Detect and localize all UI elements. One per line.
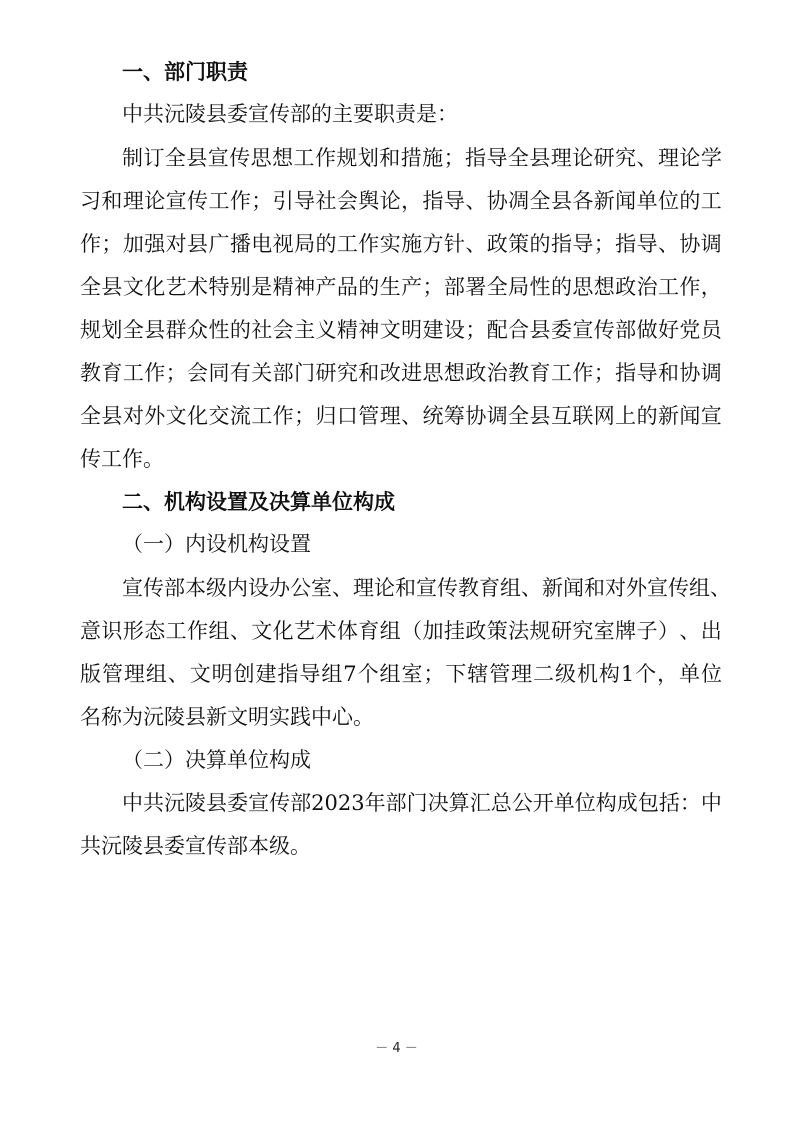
paragraph-line: 全 县 文 化 艺 术 特 别 是 精 神 产 品 的 生 产 ； 部 署 全 局 性 的 思 想 政 治 工 作 ，	[80, 275, 722, 299]
paragraph-line: 传工作。	[80, 447, 164, 471]
paragraph-line: 作 ； 加 强 对 县 广 播 电 视 局 的 工 作 实 施 方 针 、 政 策 的 指 导 ； 指 导 、 协 调	[80, 232, 722, 256]
subsection-heading-units: （二）决算单位构成	[122, 748, 311, 772]
subsection-heading-internal: （一）内设机构设置	[122, 532, 311, 556]
paragraph-line: 版 管 理 组 、 文 明 创 建 指 导 组 7 个 组 室 ； 下 辖 管 理 二 级 机 构 1 个 ， 单 位	[80, 662, 722, 686]
paragraph-line: 全 县 对 外 文 化 交 流 工 作 ； 归 口 管 理 、 统 筹 协 调 全 县 互 联 网 上 的 新 闻 宣	[80, 404, 722, 428]
paragraph-line: 中 共 沅 陵 县 委 宣 传 部 2023 年 部 门 决 算 汇 总 公 开 单 位 构 成 包 括 ： 中	[122, 791, 722, 815]
paragraph-line: 宣 传 部 本 级 内 设 办 公 室 、 理 论 和 宣 传 教 育 组 、 新 闻 和 对 外 宣 传 组 、	[122, 576, 731, 600]
paragraph-line: 规 划 全 县 群 众 性 的 社 会 主 义 精 神 文 明 建 设 ； 配 合 县 委 宣 传 部 做 好 党 员	[80, 318, 722, 342]
paragraph-line: 名称为沅陵县新文明实践中心。	[80, 705, 374, 729]
paragraph-line: 习 和 理 论 宣 传 工 作 ； 引 导 社 会 舆 论 ， 指 导 、 协 凋 全 县 各 新 闻 单 位 的 工	[80, 189, 722, 213]
paragraph-line: 共沅陵县委宣传部本级。	[80, 834, 311, 858]
section-heading-duties: 一、部门职责	[122, 60, 248, 84]
duties-intro: 中共沅陵县委宣传部的主要职责是：	[122, 102, 458, 126]
paragraph-line: 教 育 工 作 ； 会 同 有 关 部 门 研 究 和 改 进 思 想 政 治 教 育 工 作 ； 指 导 和 协 调	[80, 361, 722, 385]
paragraph-line: 制 订 全 县 宣 传 思 想 工 作 规 划 和 措 施 ； 指 导 全 县 理 论 研 究 、 理 论 学	[122, 146, 722, 170]
section-heading-structure: 二、机构设置及决算单位构成	[122, 490, 395, 514]
page-number: － 4 －	[375, 1041, 418, 1056]
paragraph-line: 意 识 形 态 工 作 组 、 文 化 艺 术 体 育 组 （ 加 挂 政 策 法 规 研 究 室 牌 子 ） 、 出	[80, 619, 722, 643]
